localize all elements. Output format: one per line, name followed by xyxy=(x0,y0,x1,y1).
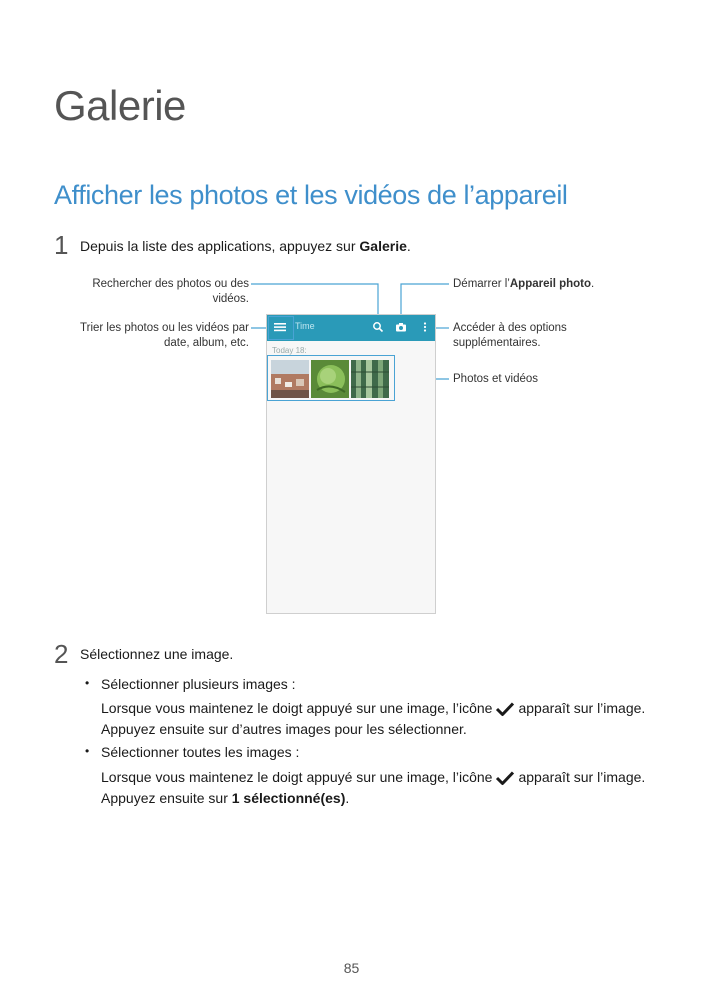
bullet-dot: • xyxy=(85,744,90,758)
bullet-dot: • xyxy=(85,676,90,690)
step-2-text: Sélectionnez une image. xyxy=(80,646,234,662)
annotation-more-options xyxy=(453,321,567,351)
chapter-title: Galerie xyxy=(54,82,186,129)
checkmark-icon xyxy=(495,770,515,786)
bullet-1-line2: Appuyez ensuite sur d’autres images pour les sélectionner. xyxy=(101,721,467,737)
bullet-1-heading-text: Sélectionner plusieurs images : xyxy=(101,676,296,692)
step-1-text-after: . xyxy=(406,238,411,254)
bullet-2-line2-bold: 1 sélectionné(es) xyxy=(231,790,346,806)
checkmark-icon xyxy=(495,701,515,717)
annotation-camera xyxy=(453,277,594,292)
annotation-camera-bold: Appareil photo xyxy=(509,278,592,290)
step-1-number: 1 xyxy=(54,230,69,260)
bullet-2-line2-after: . xyxy=(345,790,350,806)
annotation-sort-line1: Trier les photos ou les vidéos par xyxy=(80,322,249,334)
annotation-more-line1: Accéder à des options xyxy=(453,322,567,334)
bullet-2-body xyxy=(101,767,645,809)
more-options-icon[interactable] xyxy=(419,321,431,333)
bullet-1-line1-before: Lorsque vous maintenez le doigt appuyé sur une image, l’icône xyxy=(101,700,493,716)
bullet-2-line2 xyxy=(101,788,645,809)
annotation-sort xyxy=(60,321,249,351)
page-number: 85 xyxy=(343,960,360,976)
bullet-2-heading-text: Sélectionner toutes les images : xyxy=(101,744,300,760)
bullet-1-body xyxy=(101,698,645,740)
menu-highlight-box xyxy=(268,316,294,340)
bullet-2-line1 xyxy=(101,767,645,788)
annotation-camera-after: . xyxy=(591,278,595,290)
step-1-text-before: Depuis la liste des applications, appuyez sur xyxy=(80,238,360,254)
annotation-more-line2: supplémentaires. xyxy=(453,337,541,349)
annotation-search xyxy=(60,277,249,307)
annotation-sort-line2: date, album, etc. xyxy=(163,337,249,349)
bullet-1-heading xyxy=(85,676,296,692)
section-title: Afficher les photos et les vidéos de l’appareil xyxy=(54,180,568,210)
bullet-2-line1-after: apparaît sur l’image. xyxy=(518,769,646,785)
bullet-2-line2-before: Appuyez ensuite sur xyxy=(101,790,232,806)
annotation-camera-before: Démarrer l’ xyxy=(453,278,510,290)
camera-icon[interactable] xyxy=(395,321,407,333)
bullet-1-line1 xyxy=(101,698,645,719)
media-highlight-box xyxy=(267,355,395,401)
step-1-text-bold: Galerie xyxy=(359,238,407,254)
bullet-2-heading xyxy=(85,744,300,760)
date-subheader: Today 18: xyxy=(272,346,307,355)
search-icon[interactable] xyxy=(372,321,384,333)
annotation-search-line1: Rechercher des photos ou des xyxy=(92,278,249,290)
step-2-number: 2 xyxy=(54,639,69,669)
annotation-media: Photos et vidéos xyxy=(453,373,539,385)
annotation-search-line2: vidéos. xyxy=(212,293,249,305)
app-bar-title: Time xyxy=(295,321,315,331)
bullet-1-line1-after: apparaît sur l’image. xyxy=(518,700,646,716)
bullet-2-line1-before: Lorsque vous maintenez le doigt appuyé sur une image, l’icône xyxy=(101,769,493,785)
